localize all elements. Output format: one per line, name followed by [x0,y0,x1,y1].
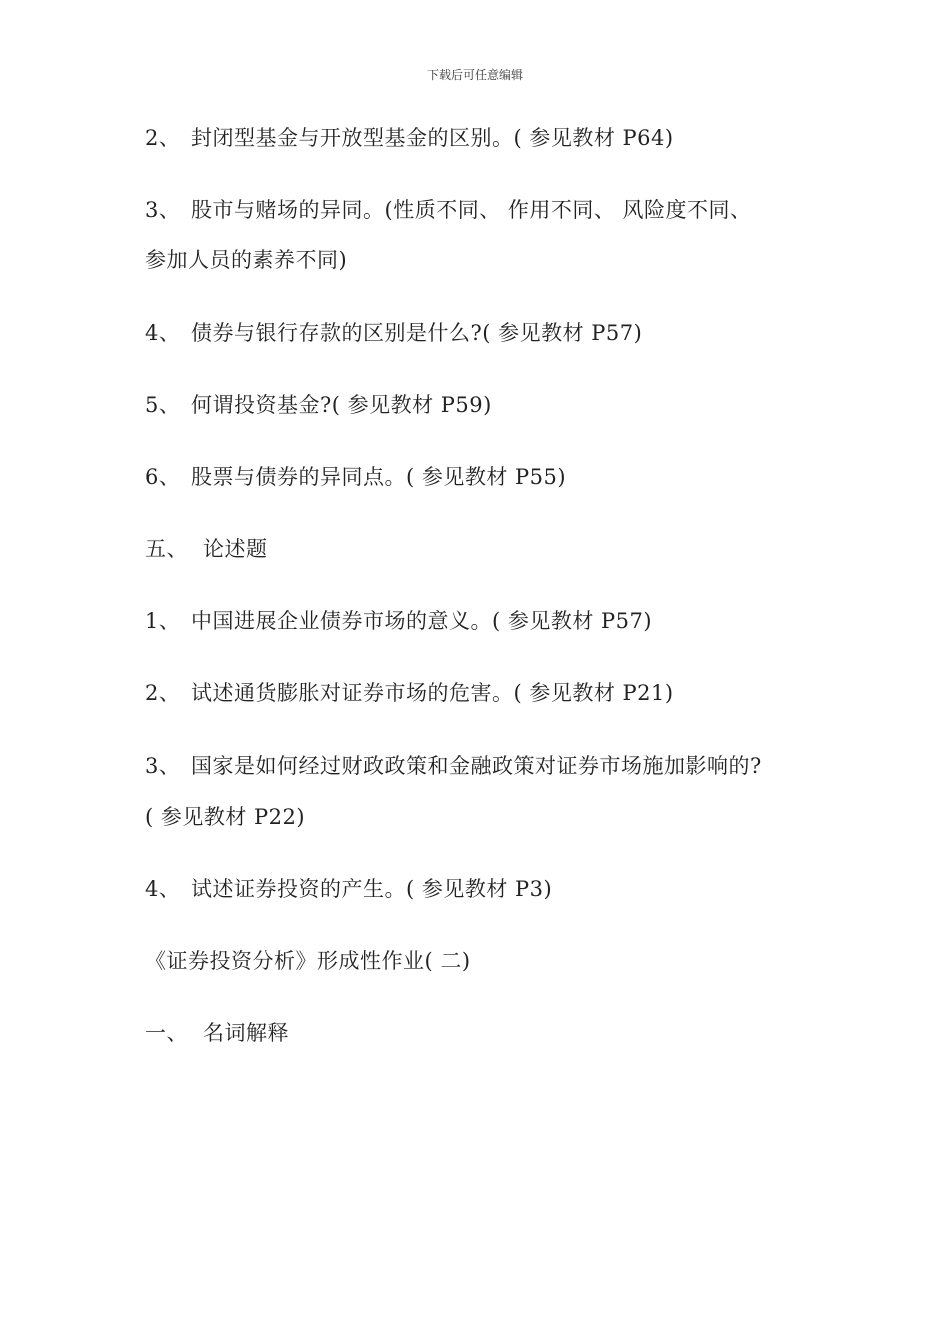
item-text: 股市与赌场的异同。(性质不同、 作用不同、 风险度不同、 [191,198,752,222]
item-text: 试述证券投资的产生。( 参见教材 P3) [191,877,553,901]
item-text: 封闭型基金与开放型基金的区别。( 参见教材 P64) [191,126,674,150]
item-number: 5、 [145,393,181,417]
item-number: 3、 [145,198,181,222]
item-number: 4、 [145,321,181,345]
item-number: 1、 [145,609,181,633]
item-number: 4、 [145,877,181,901]
item-text: 试述通货膨胀对证券市场的危害。( 参见教材 P21) [191,681,674,705]
essay-item [145,875,552,903]
question-item-continuation [145,246,347,274]
item-text: 债券与银行存款的区别是什么?( 参见教材 P57) [191,321,643,345]
item-number: 2、 [145,681,181,705]
essay-item [145,679,674,707]
assignment-title: 《证券投资分析》形成性作业( 二) [145,949,471,973]
section-heading [145,1019,289,1047]
item-text: ( 参见教材 P22) [145,805,306,829]
item-text: 股票与债券的异同点。( 参见教材 P55) [191,465,567,489]
section-number: 五、 [145,537,188,561]
question-item [145,391,492,419]
item-number: 6、 [145,465,181,489]
section-heading [145,535,268,563]
section-title: 名词解释 [203,1021,289,1045]
item-text: 国家是如何经过财政政策和金融政策对证券市场施加影响的? [191,754,762,778]
question-item [145,319,642,347]
essay-item-continuation [145,803,305,831]
question-item [145,124,674,152]
item-text: 何谓投资基金?( 参见教材 P59) [191,393,492,417]
item-number: 3、 [145,754,181,778]
question-item [145,463,566,491]
question-item [145,196,752,224]
page-header: 下载后可任意编辑 [426,68,523,82]
section-title: 论述题 [203,537,268,561]
item-text: 中国进展企业债券市场的意义。( 参见教材 P57) [191,609,653,633]
section-number: 一、 [145,1021,188,1045]
item-number: 2、 [145,126,181,150]
essay-item [145,607,652,635]
item-text: 参加人员的素养不同) [145,248,348,272]
essay-item [145,752,762,780]
